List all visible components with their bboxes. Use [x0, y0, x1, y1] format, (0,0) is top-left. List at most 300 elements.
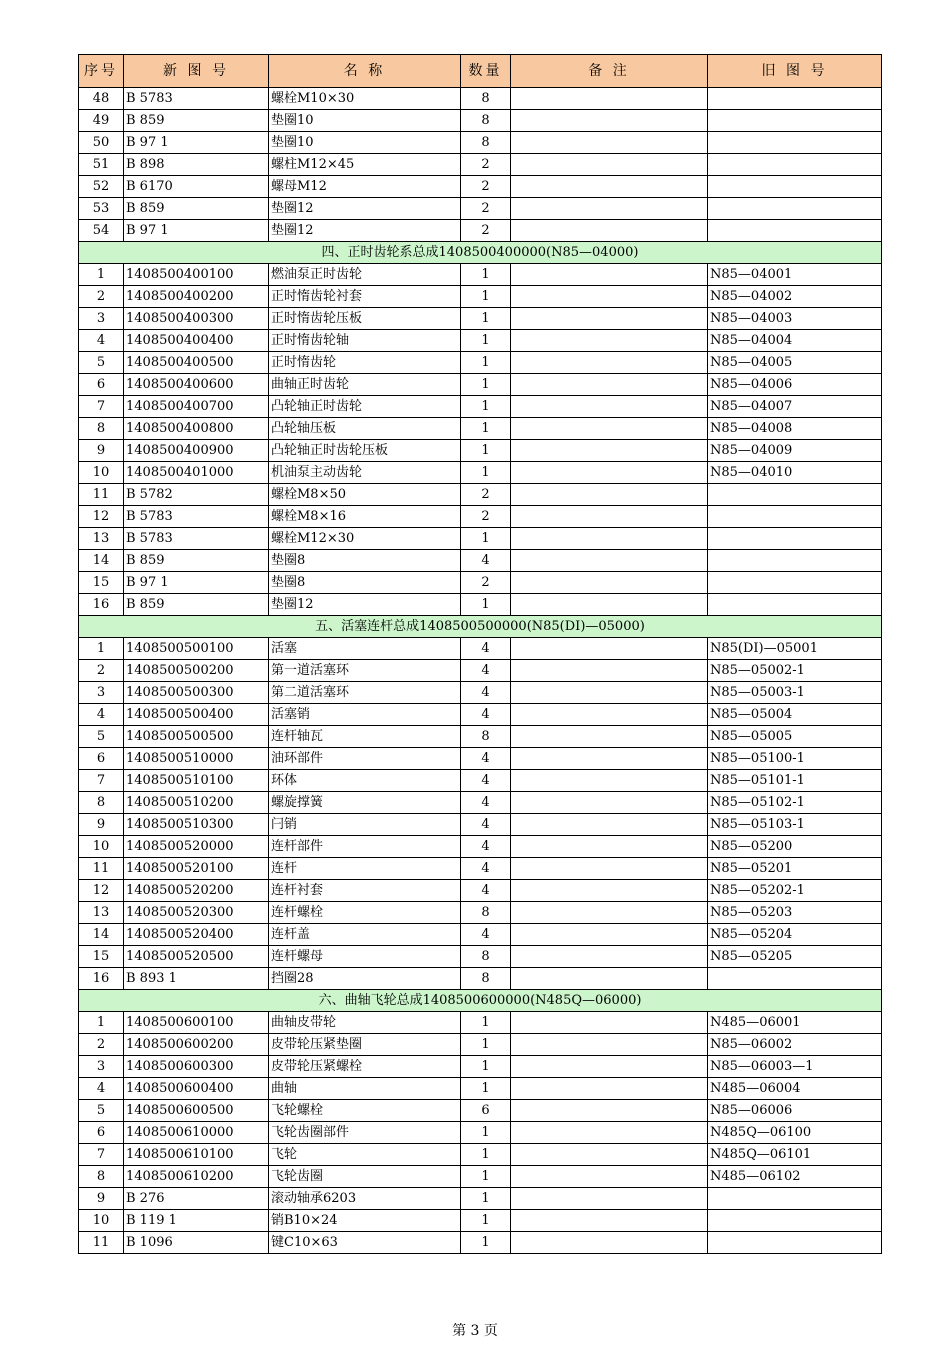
cell-old-no: N485—06001	[708, 1012, 882, 1034]
cell-seq: 10	[79, 1210, 124, 1232]
table-row	[79, 286, 882, 308]
cell-seq: 4	[79, 704, 124, 726]
cell-qty: 1	[461, 286, 511, 308]
cell-new-no: B 1096	[124, 1232, 269, 1254]
cell-remark	[511, 902, 708, 924]
cell-qty: 4	[461, 550, 511, 572]
cell-old-no: N85—05005	[708, 726, 882, 748]
cell-new-no: 1408500400900	[124, 440, 269, 462]
cell-new-no: 1408500500100	[124, 638, 269, 660]
cell-new-no: 1408500520500	[124, 946, 269, 968]
table-row	[79, 462, 882, 484]
cell-remark	[511, 330, 708, 352]
cell-seq: 9	[79, 440, 124, 462]
cell-seq: 52	[79, 176, 124, 198]
table-row	[79, 440, 882, 462]
cell-name: 销B10×24	[269, 1210, 461, 1232]
header-row	[79, 55, 882, 88]
table-row	[79, 1078, 882, 1100]
cell-qty: 4	[461, 880, 511, 902]
table-row	[79, 770, 882, 792]
table-row	[79, 176, 882, 198]
cell-old-no	[708, 484, 882, 506]
cell-name: 垫圈10	[269, 110, 461, 132]
cell-qty: 4	[461, 660, 511, 682]
cell-new-no: B 5782	[124, 484, 269, 506]
cell-seq: 3	[79, 308, 124, 330]
cell-remark	[511, 506, 708, 528]
cell-remark	[511, 814, 708, 836]
col-header-remark: 备 注	[511, 55, 708, 88]
table-row	[79, 528, 882, 550]
cell-name: 正时惰齿轮轴	[269, 330, 461, 352]
cell-new-no: 1408500610200	[124, 1166, 269, 1188]
cell-old-no	[708, 1188, 882, 1210]
cell-name: 滚动轴承6203	[269, 1188, 461, 1210]
table-row	[79, 110, 882, 132]
cell-new-no: 1408500400500	[124, 352, 269, 374]
cell-new-no: 1408500500400	[124, 704, 269, 726]
cell-old-no: N85—04003	[708, 308, 882, 330]
cell-remark	[511, 550, 708, 572]
cell-qty: 6	[461, 1100, 511, 1122]
cell-name: 曲轴正时齿轮	[269, 374, 461, 396]
section-title: 五、活塞连杆总成1408500500000(N85(DI)—05000)	[79, 616, 882, 638]
table-row	[79, 330, 882, 352]
cell-remark	[511, 1166, 708, 1188]
cell-qty: 4	[461, 638, 511, 660]
cell-new-no: B 5783	[124, 528, 269, 550]
cell-new-no: 1408500400700	[124, 396, 269, 418]
cell-old-no	[708, 550, 882, 572]
cell-remark	[511, 1188, 708, 1210]
cell-remark	[511, 440, 708, 462]
table-row	[79, 220, 882, 242]
cell-seq: 6	[79, 374, 124, 396]
cell-remark	[511, 924, 708, 946]
cell-new-no: 1408500400100	[124, 264, 269, 286]
cell-new-no: 1408500500500	[124, 726, 269, 748]
cell-name: 螺栓M8×16	[269, 506, 461, 528]
cell-new-no: 1408500520300	[124, 902, 269, 924]
cell-old-no	[708, 572, 882, 594]
cell-remark	[511, 946, 708, 968]
cell-old-no: N85—04004	[708, 330, 882, 352]
table-row	[79, 550, 882, 572]
cell-name: 油环部件	[269, 748, 461, 770]
cell-old-no	[708, 154, 882, 176]
cell-remark	[511, 660, 708, 682]
cell-qty: 1	[461, 440, 511, 462]
cell-seq: 50	[79, 132, 124, 154]
table-row	[79, 748, 882, 770]
cell-name: 连杆螺母	[269, 946, 461, 968]
cell-new-no: 1408500401000	[124, 462, 269, 484]
table-row	[79, 132, 882, 154]
cell-new-no: B 5783	[124, 506, 269, 528]
table-row	[79, 88, 882, 110]
cell-qty: 1	[461, 594, 511, 616]
table-row	[79, 1166, 882, 1188]
cell-old-no: N85—05003-1	[708, 682, 882, 704]
cell-old-no: N85—05002-1	[708, 660, 882, 682]
cell-old-no	[708, 132, 882, 154]
cell-remark	[511, 1034, 708, 1056]
cell-new-no: 1408500520000	[124, 836, 269, 858]
cell-name: 燃油泵正时齿轮	[269, 264, 461, 286]
cell-qty: 1	[461, 374, 511, 396]
cell-seq: 6	[79, 748, 124, 770]
cell-old-no: N85—05100-1	[708, 748, 882, 770]
cell-new-no: B 859	[124, 198, 269, 220]
cell-new-no: 1408500520400	[124, 924, 269, 946]
cell-seq: 11	[79, 484, 124, 506]
section-title: 四、正时齿轮系总成1408500400000(N85—04000)	[79, 242, 882, 264]
cell-new-no: 1408500510100	[124, 770, 269, 792]
cell-old-no: N85—04010	[708, 462, 882, 484]
table-row	[79, 1056, 882, 1078]
cell-old-no	[708, 594, 882, 616]
cell-name: 曲轴	[269, 1078, 461, 1100]
cell-old-no: N85—04006	[708, 374, 882, 396]
cell-qty: 1	[461, 396, 511, 418]
table-row	[79, 572, 882, 594]
cell-qty: 2	[461, 506, 511, 528]
cell-new-no: 1408500600500	[124, 1100, 269, 1122]
cell-remark	[511, 880, 708, 902]
cell-old-no: N85—04007	[708, 396, 882, 418]
cell-remark	[511, 396, 708, 418]
cell-name: 挡圈28	[269, 968, 461, 990]
cell-name: 连杆盖	[269, 924, 461, 946]
cell-seq: 15	[79, 572, 124, 594]
cell-remark	[511, 1078, 708, 1100]
cell-old-no	[708, 176, 882, 198]
cell-qty: 4	[461, 814, 511, 836]
cell-qty: 1	[461, 264, 511, 286]
cell-old-no	[708, 506, 882, 528]
cell-new-no: 1408500400600	[124, 374, 269, 396]
cell-seq: 3	[79, 682, 124, 704]
cell-seq: 16	[79, 594, 124, 616]
cell-name: 垫圈12	[269, 594, 461, 616]
cell-new-no: 1408500610100	[124, 1144, 269, 1166]
cell-seq: 11	[79, 1232, 124, 1254]
cell-name: 连杆部件	[269, 836, 461, 858]
table-row	[79, 792, 882, 814]
cell-new-no: B 859	[124, 550, 269, 572]
cell-old-no: N485—06102	[708, 1166, 882, 1188]
cell-new-no: 1408500520100	[124, 858, 269, 880]
cell-name: 垫圈12	[269, 198, 461, 220]
cell-new-no: 1408500500200	[124, 660, 269, 682]
table-row	[79, 880, 882, 902]
cell-remark	[511, 176, 708, 198]
table-row	[79, 308, 882, 330]
table-row	[79, 902, 882, 924]
cell-new-no: 1408500600100	[124, 1012, 269, 1034]
cell-old-no: N85—05204	[708, 924, 882, 946]
cell-old-no: N85—05203	[708, 902, 882, 924]
cell-seq: 12	[79, 880, 124, 902]
col-header-name: 名 称	[269, 55, 461, 88]
cell-new-no: B 119 1	[124, 1210, 269, 1232]
cell-seq: 53	[79, 198, 124, 220]
cell-old-no	[708, 110, 882, 132]
cell-remark	[511, 770, 708, 792]
table-row	[79, 1232, 882, 1254]
cell-name: 连杆螺栓	[269, 902, 461, 924]
cell-seq: 2	[79, 660, 124, 682]
cell-new-no: B 276	[124, 1188, 269, 1210]
section-header-row	[79, 242, 882, 264]
cell-qty: 8	[461, 902, 511, 924]
cell-seq: 16	[79, 968, 124, 990]
cell-seq: 13	[79, 528, 124, 550]
cell-qty: 1	[461, 1210, 511, 1232]
table-row	[79, 154, 882, 176]
page-number: 第 3 页	[452, 1323, 498, 1339]
cell-name: 连杆衬套	[269, 880, 461, 902]
cell-old-no: N485—06004	[708, 1078, 882, 1100]
cell-qty: 1	[461, 1012, 511, 1034]
cell-name: 活塞销	[269, 704, 461, 726]
cell-remark	[511, 1056, 708, 1078]
cell-new-no: B 97 1	[124, 572, 269, 594]
cell-qty: 8	[461, 88, 511, 110]
cell-seq: 15	[79, 946, 124, 968]
cell-qty: 1	[461, 352, 511, 374]
cell-old-no: N85—06003—1	[708, 1056, 882, 1078]
cell-remark	[511, 638, 708, 660]
cell-qty: 4	[461, 748, 511, 770]
cell-old-no: N85—05202-1	[708, 880, 882, 902]
cell-qty: 1	[461, 1232, 511, 1254]
cell-old-no: N85—04002	[708, 286, 882, 308]
cell-name: 螺栓M10×30	[269, 88, 461, 110]
cell-name: 皮带轮压紧垫圈	[269, 1034, 461, 1056]
cell-old-no: N85—05004	[708, 704, 882, 726]
cell-qty: 2	[461, 572, 511, 594]
cell-seq: 12	[79, 506, 124, 528]
cell-seq: 7	[79, 396, 124, 418]
cell-name: 连杆	[269, 858, 461, 880]
cell-remark	[511, 836, 708, 858]
cell-name: 螺柱M12×45	[269, 154, 461, 176]
cell-name: 机油泵主动齿轮	[269, 462, 461, 484]
cell-old-no	[708, 1210, 882, 1232]
cell-qty: 2	[461, 198, 511, 220]
table-row	[79, 946, 882, 968]
cell-old-no	[708, 198, 882, 220]
table-row	[79, 726, 882, 748]
table-row	[79, 1034, 882, 1056]
cell-qty: 4	[461, 924, 511, 946]
cell-remark	[511, 1012, 708, 1034]
cell-seq: 5	[79, 1100, 124, 1122]
cell-remark	[511, 748, 708, 770]
cell-seq: 7	[79, 1144, 124, 1166]
cell-seq: 1	[79, 264, 124, 286]
cell-seq: 7	[79, 770, 124, 792]
cell-name: 螺母M12	[269, 176, 461, 198]
table-row	[79, 836, 882, 858]
cell-remark	[511, 198, 708, 220]
table-row	[79, 1144, 882, 1166]
cell-qty: 1	[461, 418, 511, 440]
cell-qty: 1	[461, 1078, 511, 1100]
cell-seq: 49	[79, 110, 124, 132]
cell-remark	[511, 220, 708, 242]
cell-name: 垫圈10	[269, 132, 461, 154]
col-header-seq: 序号	[79, 55, 124, 88]
table-row	[79, 396, 882, 418]
cell-remark	[511, 1232, 708, 1254]
table-row	[79, 594, 882, 616]
cell-qty: 1	[461, 1034, 511, 1056]
cell-name: 飞轮齿圈部件	[269, 1122, 461, 1144]
cell-seq: 11	[79, 858, 124, 880]
table-row	[79, 814, 882, 836]
cell-qty: 1	[461, 1122, 511, 1144]
cell-name: 正时惰齿轮	[269, 352, 461, 374]
cell-qty: 1	[461, 1144, 511, 1166]
cell-qty: 4	[461, 792, 511, 814]
cell-remark	[511, 726, 708, 748]
cell-qty: 8	[461, 946, 511, 968]
table-row	[79, 704, 882, 726]
cell-remark	[511, 572, 708, 594]
cell-qty: 1	[461, 462, 511, 484]
cell-seq: 3	[79, 1056, 124, 1078]
cell-remark	[511, 1122, 708, 1144]
table-row	[79, 660, 882, 682]
cell-seq: 2	[79, 286, 124, 308]
cell-new-no: 1408500610000	[124, 1122, 269, 1144]
cell-old-no: N85—04005	[708, 352, 882, 374]
cell-seq: 1	[79, 638, 124, 660]
cell-new-no: B 97 1	[124, 220, 269, 242]
table-row	[79, 968, 882, 990]
section-header-row	[79, 616, 882, 638]
cell-name: 垫圈8	[269, 550, 461, 572]
cell-remark	[511, 484, 708, 506]
cell-qty: 4	[461, 770, 511, 792]
table-row	[79, 484, 882, 506]
cell-remark	[511, 1210, 708, 1232]
cell-remark	[511, 968, 708, 990]
cell-name: 垫圈8	[269, 572, 461, 594]
cell-old-no	[708, 528, 882, 550]
cell-remark	[511, 1100, 708, 1122]
cell-remark	[511, 704, 708, 726]
cell-seq: 4	[79, 330, 124, 352]
table-row	[79, 1012, 882, 1034]
cell-remark	[511, 88, 708, 110]
cell-seq: 9	[79, 1188, 124, 1210]
cell-seq: 6	[79, 1122, 124, 1144]
cell-remark	[511, 110, 708, 132]
table-row	[79, 924, 882, 946]
table-row	[79, 1210, 882, 1232]
table-body	[79, 88, 882, 1254]
parts-table	[78, 54, 882, 1254]
cell-remark	[511, 286, 708, 308]
table-row	[79, 352, 882, 374]
cell-seq: 4	[79, 1078, 124, 1100]
cell-new-no: 1408500600200	[124, 1034, 269, 1056]
cell-new-no: 1408500600400	[124, 1078, 269, 1100]
cell-old-no: N85—06006	[708, 1100, 882, 1122]
cell-seq: 14	[79, 924, 124, 946]
col-header-old-no: 旧 图 号	[708, 55, 882, 88]
cell-qty: 2	[461, 176, 511, 198]
cell-old-no: N85—05103-1	[708, 814, 882, 836]
cell-remark	[511, 528, 708, 550]
cell-old-no	[708, 968, 882, 990]
cell-name: 活塞	[269, 638, 461, 660]
cell-old-no: N485Q—06101	[708, 1144, 882, 1166]
cell-new-no: 1408500400800	[124, 418, 269, 440]
cell-remark	[511, 308, 708, 330]
table-row	[79, 264, 882, 286]
cell-new-no: 1408500500300	[124, 682, 269, 704]
cell-qty: 1	[461, 1056, 511, 1078]
cell-old-no: N85—04009	[708, 440, 882, 462]
table-row	[79, 682, 882, 704]
cell-seq: 10	[79, 836, 124, 858]
cell-name: 凸轮轴正时齿轮压板	[269, 440, 461, 462]
cell-remark	[511, 154, 708, 176]
cell-new-no: B 97 1	[124, 132, 269, 154]
cell-remark	[511, 418, 708, 440]
cell-qty: 2	[461, 154, 511, 176]
cell-qty: 8	[461, 968, 511, 990]
cell-new-no: B 893 1	[124, 968, 269, 990]
cell-name: 皮带轮压紧螺栓	[269, 1056, 461, 1078]
cell-seq: 9	[79, 814, 124, 836]
cell-name: 飞轮齿圈	[269, 1166, 461, 1188]
cell-qty: 2	[461, 220, 511, 242]
cell-name: 环体	[269, 770, 461, 792]
cell-new-no: B 5783	[124, 88, 269, 110]
cell-name: 垫圈12	[269, 220, 461, 242]
cell-name: 第一道活塞环	[269, 660, 461, 682]
cell-name: 螺旋撑簧	[269, 792, 461, 814]
cell-old-no: N85—05101-1	[708, 770, 882, 792]
table-row	[79, 506, 882, 528]
cell-remark	[511, 594, 708, 616]
cell-old-no: N85—04008	[708, 418, 882, 440]
table-row	[79, 1100, 882, 1122]
cell-name: 螺栓M8×50	[269, 484, 461, 506]
cell-name: 第二道活塞环	[269, 682, 461, 704]
cell-new-no: 1408500520200	[124, 880, 269, 902]
cell-qty: 1	[461, 1166, 511, 1188]
cell-remark	[511, 682, 708, 704]
cell-remark	[511, 792, 708, 814]
cell-remark	[511, 462, 708, 484]
cell-remark	[511, 1144, 708, 1166]
cell-name: 凸轮轴正时齿轮	[269, 396, 461, 418]
cell-old-no: N85—05201	[708, 858, 882, 880]
cell-name: 闩销	[269, 814, 461, 836]
cell-remark	[511, 374, 708, 396]
cell-qty: 4	[461, 836, 511, 858]
cell-seq: 8	[79, 1166, 124, 1188]
cell-name: 飞轮螺栓	[269, 1100, 461, 1122]
cell-name: 正时惰齿轮压板	[269, 308, 461, 330]
